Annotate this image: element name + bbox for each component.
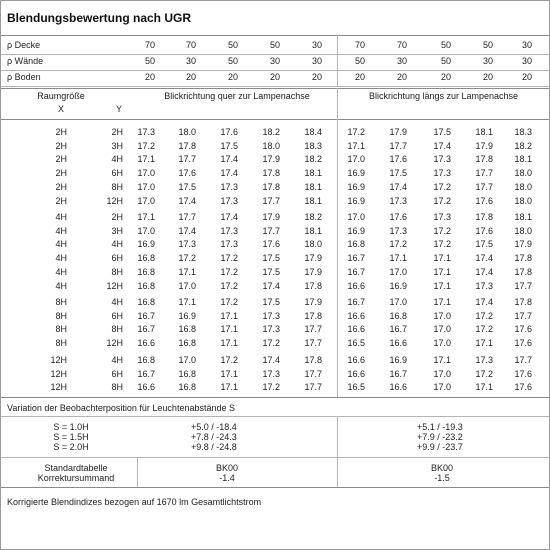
ugr-value: 17.2 [475, 311, 493, 321]
room-x-value: 2H [55, 168, 67, 178]
ugr-value: 17.0 [137, 182, 155, 192]
ugr-value: 16.6 [347, 324, 365, 334]
ugr-value: 17.8 [475, 212, 493, 222]
reflectance-value: 70 [396, 40, 407, 50]
ugr-value: 18.4 [304, 127, 322, 137]
ugr-value: 16.8 [178, 324, 196, 334]
ugr-value: 17.5 [475, 239, 493, 249]
room-x-value: 4H [55, 226, 67, 236]
ugr-value: 17.1 [178, 267, 196, 277]
ugr-value: 18.3 [514, 127, 532, 137]
ugr-value: 17.7 [389, 141, 407, 151]
ugr-value: 16.6 [389, 382, 407, 392]
ugr-value: 17.5 [262, 253, 280, 263]
room-x-value: 2H [55, 141, 67, 151]
room-y-value: 2H [111, 212, 123, 222]
ugr-value: 17.3 [389, 196, 407, 206]
ugr-value: 17.4 [475, 297, 493, 307]
y-axis-label: Y [115, 104, 122, 114]
ugr-value: 17.2 [220, 281, 238, 291]
header-laengs: Blickrichtung längs zur Lampenachse [368, 91, 519, 101]
reflectance-value: 20 [482, 72, 493, 82]
ugr-value: 18.1 [304, 226, 322, 236]
ugr-value: 17.8 [475, 154, 493, 164]
ugr-value: 16.7 [347, 297, 365, 307]
ugr-value: 16.6 [347, 311, 365, 321]
ugr-value: 17.8 [514, 253, 532, 263]
variation-caption: Variation der Beobachterposition für Leuchtenabstände S [7, 403, 235, 413]
ugr-value: 17.6 [475, 226, 493, 236]
ugr-value: 17.2 [137, 141, 155, 151]
reflectance-value: 50 [440, 40, 451, 50]
ugr-value: 16.8 [389, 311, 407, 321]
ugr-value: 16.6 [137, 338, 155, 348]
reflectance-value: 50 [269, 40, 280, 50]
ugr-value: 17.2 [262, 382, 280, 392]
ugr-value: 17.7 [475, 182, 493, 192]
ugr-value: 16.9 [347, 226, 365, 236]
ugr-value: 18.0 [514, 168, 532, 178]
header-bottom-line [1, 119, 549, 120]
reflectance-label: ρ Decke [7, 40, 41, 50]
ugr-value: 17.7 [304, 382, 322, 392]
ugr-value: 18.1 [514, 212, 532, 222]
ugr-value: 18.2 [304, 154, 322, 164]
title-underline [1, 35, 549, 36]
standard-table-label: Standardtabelle [44, 463, 108, 473]
ugr-value: 17.4 [475, 253, 493, 263]
standard-label-divider [137, 457, 138, 487]
ugr-value: 17.3 [262, 369, 280, 379]
reflectance-value: 20 [144, 72, 155, 82]
ugr-value: 17.8 [514, 297, 532, 307]
room-x-value: 4H [55, 239, 67, 249]
ugr-value: 16.7 [137, 311, 155, 321]
reflectance-value: 50 [227, 56, 238, 66]
ugr-value: 16.8 [178, 382, 196, 392]
ugr-value: 18.2 [262, 127, 280, 137]
ugr-value: 17.6 [220, 127, 238, 137]
room-x-value: 4H [55, 267, 67, 277]
variation-label: S = 2.0H [53, 442, 89, 452]
half-divider-top [337, 35, 338, 87]
ugr-value: 17.0 [433, 369, 451, 379]
ugr-value: 18.0 [262, 141, 280, 151]
ugr-value: 17.5 [262, 267, 280, 277]
ugr-value: 18.1 [304, 168, 322, 178]
ugr-value: 17.7 [514, 311, 532, 321]
ugr-value: 17.7 [475, 168, 493, 178]
ugr-value: 17.5 [220, 141, 238, 151]
ugr-value: 18.3 [304, 141, 322, 151]
ugr-value: 17.0 [389, 297, 407, 307]
ugr-value: 17.9 [304, 267, 322, 277]
ugr-value: 17.4 [178, 226, 196, 236]
ugr-value: 16.8 [137, 267, 155, 277]
ugr-value: 17.3 [433, 154, 451, 164]
room-x-value: 12H [50, 382, 67, 392]
ugr-value: 16.5 [347, 338, 365, 348]
ugr-value: 17.2 [262, 338, 280, 348]
ugr-value: 17.4 [475, 267, 493, 277]
ugr-value: 18.1 [514, 154, 532, 164]
ugr-value: 17.2 [433, 196, 451, 206]
ugr-value: 17.4 [262, 281, 280, 291]
ugr-value: 17.1 [347, 141, 365, 151]
ugr-value: 17.0 [178, 281, 196, 291]
ugr-value: 16.7 [347, 267, 365, 277]
reflectance-value: 30 [269, 56, 280, 66]
ugr-value: 16.6 [137, 382, 155, 392]
room-y-value: 6H [111, 168, 123, 178]
ugr-value: 17.2 [389, 239, 407, 249]
ugr-value: 16.6 [389, 338, 407, 348]
ugr-value: 17.0 [433, 324, 451, 334]
room-y-value: 6H [111, 311, 123, 321]
ugr-value: 17.1 [433, 253, 451, 263]
ugr-value: 17.2 [347, 127, 365, 137]
variation-laengs: +5.1 / -19.3 [417, 422, 463, 432]
standard-quer-correction: -1.4 [219, 473, 235, 483]
ugr-value: 16.9 [347, 182, 365, 192]
room-x-value: 4H [55, 281, 67, 291]
ugr-value: 17.3 [475, 355, 493, 365]
ugr-value: 16.7 [347, 253, 365, 263]
ugr-value: 17.1 [475, 338, 493, 348]
room-y-value: 2H [111, 127, 123, 137]
ugr-value: 17.6 [514, 338, 532, 348]
ugr-value: 17.1 [137, 154, 155, 164]
ugr-value: 18.1 [304, 182, 322, 192]
room-y-value: 12H [106, 281, 123, 291]
variation-quer: +9.8 / -24.8 [191, 442, 237, 452]
standard-laengs-correction: -1.5 [434, 473, 450, 483]
room-y-value: 4H [111, 297, 123, 307]
ugr-value: 17.3 [475, 281, 493, 291]
room-x-value: 2H [55, 196, 67, 206]
ugr-value: 17.2 [220, 267, 238, 277]
ugr-value: 17.7 [178, 212, 196, 222]
reflectance-value: 30 [311, 40, 322, 50]
correction-label: Korrektursummand [37, 473, 115, 483]
x-axis-label: X [57, 104, 64, 114]
room-y-value: 8H [111, 267, 123, 277]
ugr-value: 17.8 [304, 311, 322, 321]
reflectance-label: ρ Boden [7, 72, 41, 82]
room-y-value: 4H [111, 154, 123, 164]
variation-quer: +5.0 / -18.4 [191, 422, 237, 432]
ugr-value: 17.7 [262, 196, 280, 206]
ugr-value: 17.9 [514, 239, 532, 249]
room-y-value: 4H [111, 239, 123, 249]
ugr-value: 17.3 [389, 226, 407, 236]
header-quer: Blickrichtung quer zur Lampenachse [164, 91, 310, 101]
ugr-value: 17.6 [514, 369, 532, 379]
room-x-value: 4H [55, 212, 67, 222]
ugr-value: 17.4 [220, 154, 238, 164]
ugr-value: 17.3 [433, 168, 451, 178]
half-divider-variation [337, 416, 338, 487]
ugr-value: 17.7 [304, 369, 322, 379]
room-y-value: 6H [111, 369, 123, 379]
reflectance-row-line [1, 54, 549, 55]
ugr-value: 17.3 [178, 239, 196, 249]
ugr-value: 17.9 [389, 127, 407, 137]
ugr-value: 17.8 [304, 355, 322, 365]
room-x-value: 2H [55, 154, 67, 164]
ugr-value: 18.2 [304, 212, 322, 222]
ugr-value: 16.8 [137, 297, 155, 307]
ugr-value: 18.0 [304, 239, 322, 249]
ugr-value: 17.1 [433, 297, 451, 307]
room-y-value: 12H [106, 196, 123, 206]
ugr-value: 16.8 [178, 369, 196, 379]
room-size-label: Raumgröße [37, 91, 85, 101]
ugr-value: 16.6 [347, 355, 365, 365]
footer-note: Korrigierte Blendindizes bezogen auf 1670 lm Gesamtlichtstrom [7, 497, 262, 507]
reflectance-value: 20 [269, 72, 280, 82]
ugr-value: 17.8 [262, 182, 280, 192]
ugr-value: 16.7 [389, 369, 407, 379]
standard-quer-table: BK00 [215, 463, 239, 473]
variation-laengs: +9.9 / -23.7 [417, 442, 463, 452]
ugr-value: 18.0 [514, 196, 532, 206]
half-divider-data [337, 88, 338, 397]
ugr-value: 16.5 [347, 382, 365, 392]
ugr-value: 17.4 [220, 212, 238, 222]
ugr-value: 17.0 [347, 212, 365, 222]
reflectance-value: 20 [185, 72, 196, 82]
ugr-value: 17.6 [389, 212, 407, 222]
ugr-value: 17.5 [262, 297, 280, 307]
ugr-value: 17.9 [304, 297, 322, 307]
reflectance-value: 20 [440, 72, 451, 82]
ugr-value: 17.1 [389, 253, 407, 263]
ugr-value: 17.8 [514, 267, 532, 277]
ugr-value: 17.1 [433, 355, 451, 365]
ugr-value: 16.7 [137, 369, 155, 379]
standard-bottom-line [1, 487, 549, 488]
room-x-value: 8H [55, 311, 67, 321]
reflectance-value: 20 [227, 72, 238, 82]
ugr-value: 17.1 [475, 382, 493, 392]
reflectance-value: 30 [396, 56, 407, 66]
ugr-value: 17.4 [262, 355, 280, 365]
ugr-value: 18.0 [514, 226, 532, 236]
ugr-value: 18.2 [514, 141, 532, 151]
ugr-value: 16.9 [347, 168, 365, 178]
ugr-value: 17.2 [220, 253, 238, 263]
ugr-value: 17.6 [514, 382, 532, 392]
ugr-value: 17.7 [304, 324, 322, 334]
ugr-value: 17.0 [137, 168, 155, 178]
room-x-value: 8H [55, 324, 67, 334]
ugr-value: 17.0 [137, 226, 155, 236]
ugr-value: 17.2 [475, 324, 493, 334]
ugr-value: 16.8 [137, 281, 155, 291]
variation-caption-line [1, 416, 549, 417]
ugr-value: 16.6 [347, 281, 365, 291]
ugr-value: 16.8 [347, 239, 365, 249]
ugr-value: 17.0 [433, 311, 451, 321]
ugr-value: 16.8 [137, 355, 155, 365]
reflectance-value: 30 [521, 56, 532, 66]
variation-laengs: +7.9 / -23.2 [417, 432, 463, 442]
reflectance-value: 30 [521, 40, 532, 50]
ugr-value: 17.1 [433, 281, 451, 291]
ugr-value: 17.5 [433, 127, 451, 137]
reflectance-value: 70 [354, 40, 365, 50]
room-y-value: 8H [111, 182, 123, 192]
room-x-value: 8H [55, 297, 67, 307]
ugr-value: 17.3 [220, 182, 238, 192]
room-y-value: 3H [111, 141, 123, 151]
ugr-value: 17.0 [178, 355, 196, 365]
ugr-value: 17.9 [262, 212, 280, 222]
ugr-value: 17.6 [514, 324, 532, 334]
room-y-value: 3H [111, 226, 123, 236]
ugr-value: 17.6 [262, 239, 280, 249]
room-y-value: 6H [111, 253, 123, 263]
ugr-value: 17.6 [475, 196, 493, 206]
reflectance-value: 20 [311, 72, 322, 82]
page-title: Blendungsbewertung nach UGR [7, 11, 192, 25]
ugr-value: 16.8 [137, 253, 155, 263]
reflectance-value: 50 [354, 56, 365, 66]
reflectance-value: 30 [185, 56, 196, 66]
reflectance-value: 70 [144, 40, 155, 50]
ugr-value: 17.2 [475, 369, 493, 379]
reflectance-value: 20 [396, 72, 407, 82]
ugr-value: 17.1 [220, 311, 238, 321]
reflectance-value: 30 [482, 56, 493, 66]
room-x-value: 4H [55, 253, 67, 263]
ugr-value: 17.1 [220, 338, 238, 348]
ugr-value: 17.3 [220, 239, 238, 249]
variation-label: S = 1.0H [53, 422, 89, 432]
ugr-value: 16.9 [347, 196, 365, 206]
ugr-value: 17.6 [389, 154, 407, 164]
reflectance-value: 70 [185, 40, 196, 50]
ugr-value: 17.0 [389, 267, 407, 277]
room-y-value: 12H [106, 338, 123, 348]
ugr-value: 17.4 [433, 141, 451, 151]
ugr-value: 17.2 [220, 355, 238, 365]
ugr-value: 16.9 [389, 281, 407, 291]
ugr-value: 16.9 [137, 239, 155, 249]
reflectance-row-line [1, 86, 549, 87]
reflectance-value: 50 [482, 40, 493, 50]
ugr-value: 17.8 [304, 281, 322, 291]
ugr-value: 18.0 [178, 127, 196, 137]
reflectance-value: 20 [521, 72, 532, 82]
reflectance-value: 50 [144, 56, 155, 66]
ugr-value: 17.7 [514, 281, 532, 291]
ugr-value: 17.8 [178, 141, 196, 151]
ugr-value: 17.2 [178, 253, 196, 263]
ugr-value: 17.3 [262, 311, 280, 321]
ugr-value: 17.2 [220, 297, 238, 307]
ugr-value: 17.3 [220, 196, 238, 206]
ugr-value: 17.4 [389, 182, 407, 192]
reflectance-value: 50 [227, 40, 238, 50]
header-top-line [1, 88, 549, 89]
ugr-value: 16.9 [389, 355, 407, 365]
ugr-value: 16.9 [178, 311, 196, 321]
reflectance-value: 30 [311, 56, 322, 66]
ugr-value: 17.7 [262, 226, 280, 236]
ugr-value: 17.9 [475, 141, 493, 151]
variation-bottom-line [1, 457, 549, 458]
ugr-value: 17.1 [178, 297, 196, 307]
variation-quer: +7.8 / -24.3 [191, 432, 237, 442]
ugr-value: 18.0 [514, 182, 532, 192]
ugr-value: 18.1 [304, 196, 322, 206]
reflectance-label: ρ Wände [7, 56, 44, 66]
ugr-value: 18.1 [475, 127, 493, 137]
ugr-value: 16.7 [137, 324, 155, 334]
ugr-value: 17.0 [433, 338, 451, 348]
room-x-value: 2H [55, 127, 67, 137]
ugr-value: 17.5 [178, 182, 196, 192]
ugr-value: 17.3 [262, 324, 280, 334]
ugr-value: 17.7 [178, 154, 196, 164]
room-x-value: 2H [55, 182, 67, 192]
ugr-value: 17.2 [433, 226, 451, 236]
room-y-value: 8H [111, 324, 123, 334]
ugr-value: 17.8 [262, 168, 280, 178]
ugr-value: 17.9 [262, 154, 280, 164]
reflectance-value: 20 [354, 72, 365, 82]
data-bottom-line [1, 397, 549, 398]
standard-laengs-table: BK00 [430, 463, 454, 473]
ugr-value: 17.1 [137, 212, 155, 222]
ugr-value: 17.0 [137, 196, 155, 206]
room-y-value: 4H [111, 355, 123, 365]
ugr-value: 17.7 [514, 355, 532, 365]
ugr-value: 17.1 [433, 267, 451, 277]
ugr-value: 17.1 [220, 369, 238, 379]
ugr-value: 17.3 [433, 212, 451, 222]
room-x-value: 8H [55, 338, 67, 348]
ugr-value: 17.1 [220, 324, 238, 334]
ugr-value: 17.2 [433, 239, 451, 249]
ugr-value: 17.1 [220, 382, 238, 392]
room-y-value: 8H [111, 382, 123, 392]
ugr-value: 17.2 [433, 182, 451, 192]
ugr-value: 16.6 [347, 369, 365, 379]
ugr-value: 17.7 [304, 338, 322, 348]
variation-label: S = 1.5H [53, 432, 89, 442]
reflectance-value: 50 [440, 56, 451, 66]
ugr-value: 17.4 [220, 168, 238, 178]
ugr-value: 17.5 [389, 168, 407, 178]
ugr-value: 17.4 [178, 196, 196, 206]
ugr-value: 17.0 [433, 382, 451, 392]
ugr-value: 17.3 [220, 226, 238, 236]
ugr-value: 17.6 [178, 168, 196, 178]
ugr-value: 17.9 [304, 253, 322, 263]
ugr-value: 16.7 [389, 324, 407, 334]
reflectance-row-line [1, 70, 549, 71]
ugr-value: 17.0 [347, 154, 365, 164]
room-x-value: 12H [50, 355, 67, 365]
room-x-value: 12H [50, 369, 67, 379]
ugr-value: 17.3 [137, 127, 155, 137]
ugr-value: 16.8 [178, 338, 196, 348]
